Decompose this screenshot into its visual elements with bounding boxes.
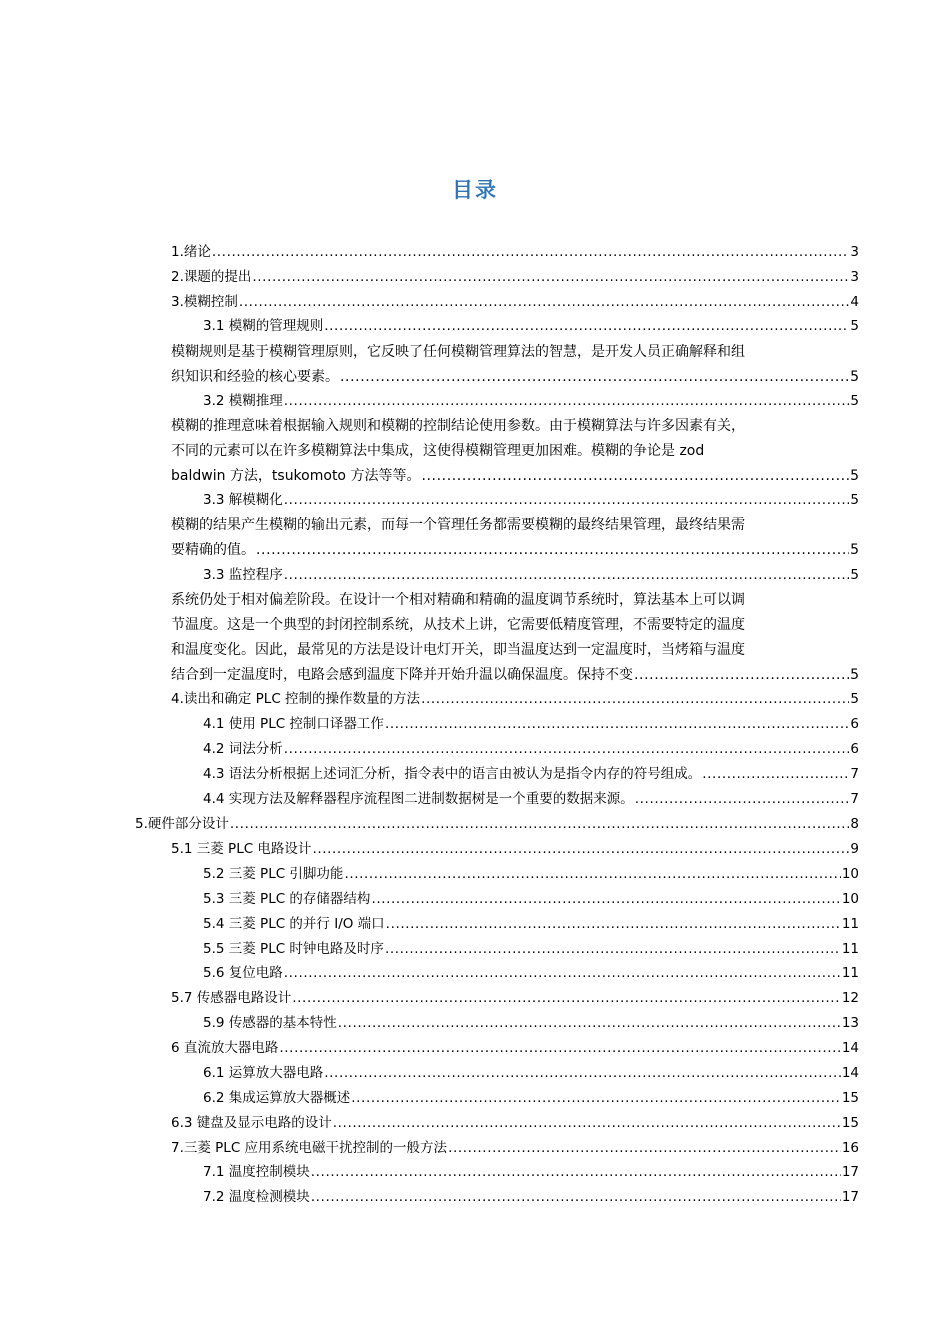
leader-dots	[324, 1063, 841, 1083]
toc-entry[interactable]	[203, 565, 859, 585]
toc-entry[interactable]	[203, 764, 859, 784]
toc-page-number: 11	[841, 941, 859, 957]
leader-dots	[385, 939, 841, 959]
leader-dots	[311, 1187, 841, 1207]
leader-dots	[421, 464, 849, 489]
toc-entry-text: 7.1 温度控制模块	[203, 1164, 310, 1180]
leader-dots	[351, 1088, 841, 1108]
toc-entry-text: 2.课题的提出	[171, 269, 252, 285]
toc-entry-text: 5.3 三菱 PLC 的存储器结构	[203, 891, 371, 907]
toc-entry[interactable]	[171, 1138, 859, 1158]
toc-entry-text: 6.1 运算放大器电路	[203, 1065, 324, 1081]
toc-entry[interactable]	[203, 914, 859, 934]
leader-dots	[252, 267, 849, 287]
leader-dots	[702, 764, 849, 784]
toc-entry-text: 7.三菱 PLC 应用系统电磁干扰控制的一般方法	[171, 1140, 448, 1156]
toc-entry-text: 5.4 三菱 PLC 的并行 I/O 端口	[203, 916, 385, 932]
toc-entry[interactable]	[203, 391, 859, 411]
leader-dots	[344, 864, 840, 884]
toc-entry[interactable]	[203, 789, 859, 809]
toc-entry[interactable]	[171, 267, 859, 287]
leader-dots	[311, 1162, 841, 1182]
leader-dots	[340, 365, 849, 390]
toc-entry-text: 模糊的推理意味着根据输入规则和模糊的控制结论使用参数。由于模糊算法与许多因素有关，	[171, 418, 745, 434]
toc-entry-text: 4.4 实现方法及解释器程序流程图二进制数据树是一个重要的数据来源。	[203, 791, 634, 807]
toc-entry-last-line	[171, 365, 859, 390]
toc-entry-text: 6 直流放大器电路	[171, 1040, 279, 1056]
leader-dots	[230, 814, 850, 834]
toc-entry-text: 3.3 解模糊化	[203, 492, 283, 508]
leader-dots	[634, 663, 849, 688]
toc-page-number: 5	[850, 492, 859, 508]
toc-entry[interactable]	[171, 988, 859, 1008]
toc-entry[interactable]	[171, 689, 859, 709]
toc-entry-text: 4.读出和确定 PLC 控制的操作数量的方法	[171, 691, 421, 707]
leader-dots	[371, 889, 840, 909]
toc-entry-text: 模糊的结果产生模糊的输出元素，而每一个管理任务都需要模糊的最终结果管理，最终结果需	[171, 517, 745, 533]
leader-dots	[279, 1038, 840, 1058]
toc-entry[interactable]	[203, 864, 859, 884]
toc-entry-text: 5.5 三菱 PLC 时钟电路及时序	[203, 941, 384, 957]
toc-paragraph-entry[interactable]	[171, 414, 859, 489]
toc-entry[interactable]	[203, 1088, 859, 1108]
toc-page-number: 17	[841, 1189, 859, 1205]
toc-entry-text: 5.6 复位电路	[203, 965, 283, 981]
toc-page-number: 5	[850, 318, 859, 334]
toc-page-number: 5	[850, 393, 859, 409]
leader-dots	[284, 565, 850, 585]
toc-entry-text: 织知识和经验的核心要素。	[171, 369, 339, 385]
toc-entry[interactable]	[171, 839, 859, 859]
leader-dots	[284, 739, 850, 759]
toc-page-number: 12	[841, 990, 859, 1006]
leader-dots	[284, 391, 850, 411]
toc-entry-last-line	[171, 538, 859, 563]
toc-page-number: 7	[850, 766, 859, 782]
toc-page-number: 4	[850, 294, 859, 310]
leader-dots	[421, 689, 849, 709]
toc-page-number: 14	[841, 1065, 859, 1081]
toc-entry-text: 和温度变化。因此，最常见的方法是设计电灯开关，即当温度达到一定温度时，当烤箱与温度	[171, 642, 745, 658]
toc-entry-text: 3.1 模糊的管理规则	[203, 318, 324, 334]
toc-entry-text: 不同的元素可以在许多模糊算法中集成，这使得模糊管理更加困难。模糊的争论是 zod	[171, 443, 705, 459]
toc-entry-text: 5.1 三菱 PLC 电路设计	[171, 841, 312, 857]
leader-dots	[385, 714, 849, 734]
toc-entry-text: 6.2 集成运算放大器概述	[203, 1090, 351, 1106]
leader-dots	[386, 914, 841, 934]
toc-entry[interactable]	[203, 1013, 859, 1033]
toc-entry[interactable]	[203, 739, 859, 759]
leader-dots	[448, 1138, 841, 1158]
toc-entry-text: 6.3 键盘及显示电路的设计	[171, 1115, 332, 1131]
toc-entry[interactable]	[171, 292, 859, 312]
toc-page-number: 5	[850, 369, 859, 385]
toc-page-number: 17	[841, 1164, 859, 1180]
toc-entry[interactable]	[171, 1113, 859, 1133]
toc-entry-text: 5.9 传感器的基本特性	[203, 1015, 337, 1031]
leader-dots	[239, 292, 850, 312]
toc-paragraph-entry[interactable]	[171, 340, 859, 390]
toc-page-number: 11	[841, 916, 859, 932]
toc-entry-last-line	[171, 663, 859, 688]
leader-dots	[333, 1113, 841, 1133]
leader-dots	[292, 988, 841, 1008]
toc-entry-text: 4.2 词法分析	[203, 741, 283, 757]
toc-page-number: 7	[850, 791, 859, 807]
toc-entry-text: 1.绪论	[171, 244, 211, 260]
toc-page-number: 16	[841, 1140, 859, 1156]
toc-entry[interactable]	[203, 939, 859, 959]
toc-page-number: 9	[850, 841, 859, 857]
toc-entry[interactable]	[203, 316, 859, 336]
leader-dots	[256, 538, 849, 563]
page-title: 目录	[452, 178, 498, 202]
leader-dots	[635, 789, 850, 809]
toc-entry[interactable]	[203, 1187, 859, 1207]
leader-dots	[284, 490, 850, 510]
toc-entry[interactable]	[203, 963, 859, 983]
toc-entry[interactable]	[203, 1063, 859, 1083]
toc-entry[interactable]	[203, 490, 859, 510]
toc-page-number: 6	[850, 716, 859, 732]
toc-entry-text: baldwin 方法，tsukomoto 方法等等。	[171, 468, 421, 484]
toc-entry-text: 模糊规则是基于模糊管理原则，它反映了任何模糊管理算法的智慧，是开发人员正确解释和组	[171, 344, 745, 360]
toc-entry-text: 7.2 温度检测模块	[203, 1189, 310, 1205]
toc-entry-text: 5.2 三菱 PLC 引脚功能	[203, 866, 344, 882]
leader-dots	[284, 963, 841, 983]
toc-entry-text: 4.1 使用 PLC 控制口译器工作	[203, 716, 384, 732]
toc-entry[interactable]	[203, 889, 859, 909]
toc-page-number: 5	[850, 542, 859, 558]
leader-dots	[212, 242, 850, 262]
toc-entry[interactable]	[203, 1162, 859, 1182]
toc-page-number: 5	[850, 468, 859, 484]
toc-entry-text: 3.模糊控制	[171, 294, 238, 310]
toc-entry-text: 结合到一定温度时，电路会感到温度下降并开始升温以确保温度。保持不变	[171, 667, 633, 683]
toc-entry-text: 系统仍处于相对偏差阶段。在设计一个相对精确和精确的温度调节系统时，算法基本上可以调	[171, 592, 745, 608]
toc-entry-text: 要精确的值。	[171, 542, 255, 558]
toc-page-number: 5	[850, 667, 859, 683]
toc-page-number: 14	[841, 1040, 859, 1056]
toc-entry-text: 3.2 模糊推理	[203, 393, 283, 409]
toc-entry-text: 3.3 监控程序	[203, 567, 283, 583]
toc-entry-text: 5.7 传感器电路设计	[171, 990, 292, 1006]
toc-page-number: 15	[841, 1115, 859, 1131]
toc-paragraph-entry[interactable]	[171, 513, 859, 563]
toc-page-number: 8	[850, 816, 859, 832]
toc-page-number: 13	[841, 1015, 859, 1031]
leader-dots	[338, 1013, 841, 1033]
toc-page-number: 10	[841, 891, 859, 907]
toc-page-number: 6	[850, 741, 859, 757]
toc-entry-text: 节温度。这是一个典型的封闭控制系统，从技术上讲，它需要低精度管理，不需要特定的温度	[171, 617, 745, 633]
toc-page-number: 15	[841, 1090, 859, 1106]
leader-dots	[324, 316, 849, 336]
toc-page-number: 5	[850, 691, 859, 707]
toc-page-number: 10	[841, 866, 859, 882]
toc-entry-last-line	[171, 464, 859, 489]
toc-page-number: 3	[850, 269, 859, 285]
toc-entry[interactable]	[203, 714, 859, 734]
toc-entry-text: 5.硬件部分设计	[135, 816, 229, 832]
toc-entry[interactable]	[171, 1038, 859, 1058]
toc-page-number: 3	[850, 244, 859, 260]
toc-page-number: 5	[850, 567, 859, 583]
toc-entry[interactable]	[171, 242, 859, 262]
leader-dots	[312, 839, 849, 859]
toc-entry[interactable]	[135, 814, 859, 834]
toc-page-number: 11	[841, 965, 859, 981]
toc-entry-text: 4.3 语法分析根据上述词汇分析，指令表中的语言由被认为是指令内存的符号组成。	[203, 766, 702, 782]
toc-paragraph-entry[interactable]	[171, 588, 859, 688]
